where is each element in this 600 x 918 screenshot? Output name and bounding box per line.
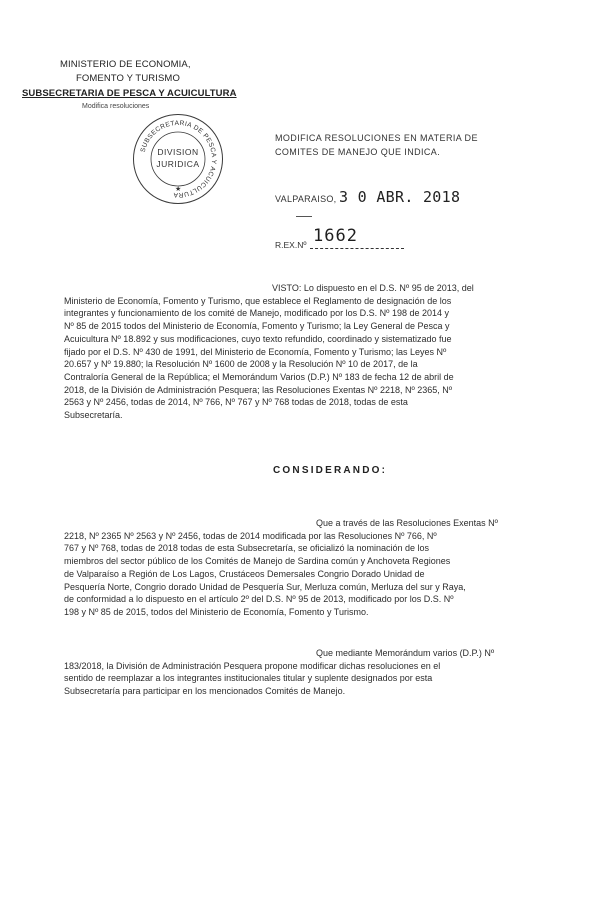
resolution-dash-mark	[296, 216, 312, 217]
subject-line-1: MODIFICA RESOLUCIONES EN MATERIA DE	[275, 133, 478, 143]
visto-line: VISTO: Lo dispuesto en el D.S. Nº 95 de 2013, del	[272, 283, 474, 293]
stamp-star-icon: ★	[175, 186, 182, 193]
visto-line: 20.657 y Nº 19.880; la Resolución Nº 1600 de 2008 y la Resolución Nº 10 de 2017, de la	[64, 359, 418, 370]
considerando-line: Que a través de las Resoluciones Exentas Nº	[316, 518, 498, 528]
ministry-line-1: MINISTERIO DE ECONOMIA,	[60, 59, 191, 70]
ministry-line-2: FOMENTO Y TURISMO	[76, 73, 180, 84]
division-juridica-stamp	[133, 114, 223, 204]
subject-line-2: COMITES DE MANEJO QUE INDICA.	[275, 147, 441, 157]
subsecretaria-title: SUBSECRETARIA DE PESCA Y ACUICULTURA	[22, 88, 237, 99]
header-subtitle: Modifica resoluciones	[82, 103, 150, 110]
resolution-number-underline	[310, 248, 404, 249]
visto-line: integrantes y funcionamiento de los comité de Manejo, modificado por los D.S. Nº 198 de 2014 y	[64, 308, 450, 319]
considerando-line: miembros del sector público de los Comités de Manejo de Sardina común y Anchoveta Regiones	[64, 556, 451, 567]
considerando-line: 767 y Nº 768, todas de 2018 todas de esta Subsecretaría, se oficializó la nominación de los	[64, 543, 430, 554]
considerando-line: 198 y Nº 85 de 2015, todos del Ministerio de Economía, Fomento y Turismo.	[64, 606, 369, 617]
resolution-label: R.EX.Nº	[275, 240, 307, 250]
stamp-center-line-2: JURIDICA	[156, 159, 200, 169]
visto-line: 2563 y Nº 2456, todas de 2014, Nº 766, Nº 767 y Nº 768 todas de 2018, todas de esta	[64, 397, 408, 408]
visto-line: Subsecretaría.	[64, 410, 123, 421]
considerando-line: Subsecretaría para participar en los mencionados Comités de Manejo.	[64, 686, 346, 697]
considerando-title: CONSIDERANDO:	[273, 465, 388, 476]
place-city: VALPARAISO,	[275, 194, 337, 204]
considerando-line: sentido de reemplazar a los integrantes institucionales titular y suplente designados por esta	[64, 673, 433, 684]
visto-line: Contraloría General de la República; el Memorándum Varios (D.P.) Nº 183 de fecha 12 de abril de	[64, 371, 454, 382]
visto-line: Ministerio de Economía, Fomento y Turismo, que establece el Reglamento de designación de los	[64, 295, 452, 306]
considerando-line: de conformidad a lo dispuesto en el artículo 2º del D.S. Nº 95 de 2013, modificado por los D.S. Nº	[64, 594, 454, 605]
considerando-line: Que mediante Memorándum varios (D.P.) Nº	[316, 648, 495, 658]
considerando-line: 2218, Nº 2365 Nº 2563 y Nº 2456, todas de 2014 modificada por las Resoluciones Nº 766, Nº	[64, 530, 437, 541]
resolution-date: 3 0 ABR. 2018	[339, 188, 461, 206]
considerando-line: Pesquería Norte, Congrio dorado Unidad de Pesquería Sur, Merluza común, Merluza del sur y Raya,	[64, 581, 466, 592]
visto-line: 2018, de la División de Administración Pesquera; las Resoluciones Exentas Nº 2218, Nº 2365, Nº	[64, 384, 453, 395]
considerando-paragraph-1	[64, 517, 539, 619]
visto-line: fijado por el D.S. Nº 430 de 1991, del Ministerio de Economía, Fomento y Turismo; las Leyes Nº	[64, 346, 447, 357]
considerando-line: 183/2018, la División de Administración Pesquera propone modificar dichas resoluciones en el	[64, 660, 441, 671]
visto-paragraph	[64, 282, 539, 422]
svg-text:SUBSECRETARIA DE PESCA Y ACUIC: SUBSECRETARIA DE PESCA Y ACUICULTURA	[139, 119, 218, 199]
visto-line: Nº 85 de 2015 todos del Ministerio de Economía, Fomento y Turismo; la Ley General de Pesca y	[64, 321, 450, 332]
stamp-center-line-1: DIVISION	[157, 147, 199, 157]
considerando-line: de Valparaíso a Región de Los Lagos, Crustáceos Demersales Congrio Dorado Unidad de	[64, 568, 425, 579]
considerando-paragraph-2	[64, 647, 539, 698]
resolution-number: 1662	[313, 226, 358, 246]
visto-line: Acuicultura Nº 18.892 y sus modificaciones, cuyo texto refundido, coordinado y sistematizado fue	[64, 333, 452, 344]
